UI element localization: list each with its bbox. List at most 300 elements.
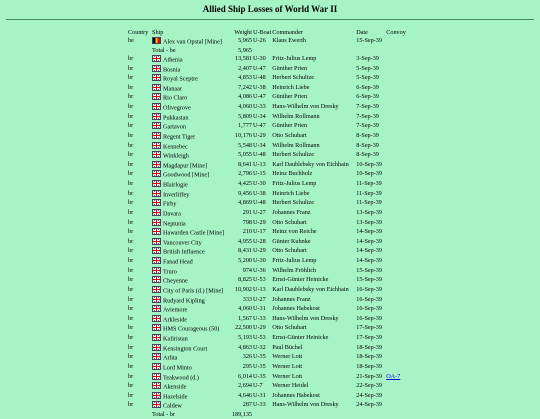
uk-flag-icon xyxy=(152,180,161,187)
convoy-cell xyxy=(386,324,426,334)
weight-text: 974 xyxy=(242,266,252,274)
ship-cell xyxy=(152,238,230,248)
country-cell xyxy=(128,103,152,113)
table-row xyxy=(128,267,426,277)
uk-flag-icon xyxy=(152,199,161,206)
country-text: br xyxy=(128,199,134,207)
country-cell xyxy=(128,161,152,171)
commander-text: Otto Schuhart xyxy=(272,247,307,255)
weight-cell xyxy=(230,37,252,47)
date-cell xyxy=(356,47,386,55)
date-text: 16-Sep-39 xyxy=(356,295,382,303)
date-cell xyxy=(356,315,386,325)
table-row xyxy=(128,334,426,344)
ship-cell xyxy=(152,122,230,132)
uk-flag-icon xyxy=(152,190,161,197)
date-cell xyxy=(356,161,386,171)
commander-text: Werner Lott xyxy=(272,353,303,361)
date-text: 6-Sep-39 xyxy=(356,93,379,101)
country-cell xyxy=(128,296,152,306)
uboat-text: U-17 xyxy=(253,228,266,236)
country-text: br xyxy=(128,247,134,255)
uboat-text: U-13 xyxy=(253,160,266,168)
ship-cell xyxy=(152,219,230,229)
commander-text: Ernst-Günter Heinicke xyxy=(272,276,329,284)
uboat-text: U-33 xyxy=(253,103,266,110)
date-text: 11-Sep-39 xyxy=(356,199,382,207)
commander-text: Günther Prien xyxy=(272,122,308,130)
convoy-cell xyxy=(386,257,426,267)
commander-text: Karl Daublebsky von Eichhain xyxy=(272,285,349,293)
uboat-text: U-33 xyxy=(253,314,266,322)
uboat-cell xyxy=(252,142,271,152)
date-text: 15-Sep-39 xyxy=(356,37,382,45)
commander-cell xyxy=(271,151,356,161)
ship-text: Rio Claro xyxy=(163,94,188,102)
country-text: br xyxy=(128,401,134,409)
date-cell xyxy=(356,74,386,84)
convoy-cell xyxy=(386,363,426,373)
weight-cell xyxy=(230,257,252,267)
uboat-cell xyxy=(252,84,271,94)
date-text: 14-Sep-39 xyxy=(356,247,382,255)
date-cell xyxy=(356,363,386,373)
uboat-cell xyxy=(252,373,271,383)
ship-cell xyxy=(152,142,230,152)
date-cell xyxy=(356,132,386,142)
ship-cell xyxy=(152,315,230,325)
uboat-text: U-27 xyxy=(253,208,266,216)
convoy-cell xyxy=(386,286,426,296)
table-row xyxy=(128,276,426,286)
commander-text: Johannes Habekost xyxy=(272,305,320,313)
header-commander: Commander xyxy=(272,29,303,36)
date-text: 15-Sep-39 xyxy=(356,266,382,274)
weight-text: 22,500 xyxy=(234,324,252,332)
date-text: 18-Sep-39 xyxy=(356,353,382,361)
ship-text: Teakwood (d.) xyxy=(163,374,199,381)
commander-cell xyxy=(271,219,356,229)
convoy-cell xyxy=(386,276,426,286)
weight-text: 291 xyxy=(242,208,252,216)
convoy-cell xyxy=(386,47,426,55)
ship-text: City of Paris (d.) [Mine] xyxy=(163,287,224,295)
country-cell xyxy=(128,113,152,123)
date-text: 14-Sep-39 xyxy=(356,228,382,236)
uboat-cell xyxy=(252,353,271,363)
weight-text: 189,135 xyxy=(231,411,252,418)
ship-cell xyxy=(152,382,230,392)
table-row xyxy=(128,55,426,65)
commander-cell xyxy=(271,37,356,47)
commander-cell xyxy=(271,55,356,65)
date-cell xyxy=(356,305,386,315)
date-text: 5-Sep-39 xyxy=(356,74,379,82)
uboat-text: U-28 xyxy=(253,237,266,245)
uboat-text: U-35 xyxy=(253,362,266,370)
uboat-text: U-29 xyxy=(253,247,266,255)
date-cell xyxy=(356,209,386,219)
date-text: 7-Sep-39 xyxy=(356,112,379,120)
country-cell xyxy=(128,238,152,248)
country-text: br xyxy=(128,160,134,168)
country-cell xyxy=(128,47,152,55)
date-text: 8-Sep-39 xyxy=(356,141,379,149)
ship-cell xyxy=(152,113,230,123)
convoy-link[interactable]: OA-7 xyxy=(386,372,401,380)
country-cell xyxy=(128,228,152,238)
commander-text: Heinrich Liebe xyxy=(272,189,310,197)
uboat-cell xyxy=(252,170,271,180)
date-text: 18-Sep-39 xyxy=(356,362,382,370)
convoy-cell xyxy=(386,142,426,152)
uboat-cell xyxy=(252,401,271,411)
country-text: br xyxy=(128,343,134,351)
uk-flag-icon xyxy=(152,296,161,303)
ship-text: Total - be xyxy=(152,46,176,54)
convoy-cell xyxy=(386,228,426,238)
country-text: br xyxy=(128,353,134,361)
weight-cell xyxy=(230,363,252,373)
uk-flag-icon xyxy=(152,267,161,274)
table-row xyxy=(128,37,426,47)
uboat-cell xyxy=(252,55,271,65)
country-cell xyxy=(128,142,152,152)
uk-flag-icon xyxy=(152,353,161,360)
ship-text: Bosnia xyxy=(163,66,181,73)
table-row xyxy=(128,93,426,103)
date-text: 24-Sep-39 xyxy=(356,401,382,409)
commander-cell xyxy=(271,84,356,94)
ship-cell xyxy=(152,276,230,286)
weight-text: 6,014 xyxy=(238,372,252,380)
country-cell xyxy=(128,344,152,354)
ship-cell xyxy=(152,209,230,219)
uboat-cell xyxy=(252,180,271,190)
date-text: 7-Sep-39 xyxy=(356,122,379,130)
table-row xyxy=(128,122,426,132)
weight-cell xyxy=(230,142,252,152)
ship-cell xyxy=(152,65,230,75)
weight-cell xyxy=(230,65,252,75)
commander-text: Hans-Wilhelm von Dresky xyxy=(272,314,339,322)
weight-text: 10,176 xyxy=(234,131,252,139)
uboat-cell xyxy=(252,276,271,286)
uboat-text: U-30 xyxy=(253,54,266,62)
uk-flag-icon xyxy=(152,247,161,254)
uboat-text: U-35 xyxy=(253,372,266,380)
date-cell xyxy=(356,228,386,238)
weight-cell xyxy=(230,228,252,238)
uboat-text: U-31 xyxy=(253,305,266,313)
commander-cell xyxy=(271,93,356,103)
commander-cell xyxy=(271,65,356,75)
commander-text: Heinz von Reiche xyxy=(272,228,317,236)
ship-text: Olivegrove xyxy=(163,104,191,112)
country-cell xyxy=(128,209,152,219)
ship-cell xyxy=(152,132,230,142)
weight-text: 5,055 xyxy=(238,151,252,159)
ship-text: Cheyenne xyxy=(163,277,188,285)
ship-cell xyxy=(152,199,230,209)
commander-cell xyxy=(271,247,356,257)
weight-cell xyxy=(230,151,252,161)
country-text: br xyxy=(128,391,134,399)
table-row xyxy=(128,113,426,123)
date-text: 21-Sep-39 xyxy=(356,372,382,380)
table-row xyxy=(128,382,426,392)
weight-text: 5,193 xyxy=(238,334,252,341)
ship-cell xyxy=(152,161,230,171)
commander-cell xyxy=(271,228,356,238)
convoy-cell xyxy=(386,315,426,325)
commander-cell xyxy=(271,238,356,248)
ship-cell xyxy=(152,55,230,65)
table-row xyxy=(128,65,426,75)
country-cell xyxy=(128,247,152,257)
commander-text: Johannes Habekost xyxy=(272,391,320,399)
uboat-text: U-47 xyxy=(253,64,266,72)
weight-cell xyxy=(230,219,252,229)
weight-text: 5,809 xyxy=(238,112,252,120)
date-cell xyxy=(356,151,386,161)
table-row xyxy=(128,392,426,402)
convoy-cell xyxy=(386,209,426,219)
commander-text: Otto Schuhart xyxy=(272,324,307,332)
uk-flag-icon xyxy=(152,373,161,380)
ship-cell xyxy=(152,401,230,411)
country-text: br xyxy=(128,54,134,62)
ship-text: Kafiristan xyxy=(163,335,188,343)
date-cell xyxy=(356,257,386,267)
ship-cell xyxy=(152,296,230,306)
commander-cell xyxy=(271,209,356,219)
weight-cell xyxy=(230,238,252,248)
commander-text: Wilhelm Fröhlich xyxy=(272,266,317,274)
country-cell xyxy=(128,276,152,286)
date-text: 10-Sep-39 xyxy=(356,160,382,168)
uboat-cell xyxy=(252,151,271,161)
country-cell xyxy=(128,305,152,315)
commander-cell xyxy=(271,373,356,383)
date-cell xyxy=(356,324,386,334)
ship-text: British Influence xyxy=(163,248,205,256)
uboat-cell xyxy=(252,257,271,267)
uk-flag-icon xyxy=(152,238,161,245)
uboat-cell xyxy=(252,190,271,200)
convoy-cell xyxy=(386,161,426,171)
uboat-cell xyxy=(252,247,271,257)
uboat-text: U-48 xyxy=(253,74,266,82)
date-text: 8-Sep-39 xyxy=(356,131,379,139)
ship-text: Kensington Court xyxy=(163,345,208,353)
uboat-text: U-15 xyxy=(253,170,266,178)
header-date: Date xyxy=(356,29,368,36)
country-cell xyxy=(128,257,152,267)
date-text: 3-Sep-39 xyxy=(356,54,379,62)
ship-text: Blairlogie xyxy=(163,181,188,189)
country-cell xyxy=(128,65,152,75)
date-text: 22-Sep-39 xyxy=(356,382,382,390)
table-row xyxy=(128,142,426,152)
weight-cell xyxy=(230,305,252,315)
table-row xyxy=(128,103,426,113)
date-text: 18-Sep-39 xyxy=(356,343,382,351)
date-cell xyxy=(356,170,386,180)
table-row xyxy=(128,151,426,161)
uboat-cell xyxy=(252,315,271,325)
uboat-cell xyxy=(252,132,271,142)
ship-cell xyxy=(152,363,230,373)
uboat-cell xyxy=(252,334,271,344)
country-cell xyxy=(128,151,152,161)
ship-cell xyxy=(152,228,230,238)
ship-cell xyxy=(152,392,230,402)
date-text: 13-Sep-39 xyxy=(356,208,382,216)
uboat-text: U-36 xyxy=(253,266,266,274)
uboat-cell xyxy=(252,103,271,113)
table-row xyxy=(128,161,426,171)
country-text: br xyxy=(128,112,134,120)
ship-text: HMS Courageous (50) xyxy=(163,325,220,333)
commander-cell xyxy=(271,363,356,373)
commander-text: Günther Prien xyxy=(272,93,308,101)
date-text: 7-Sep-39 xyxy=(356,103,379,110)
convoy-cell xyxy=(386,238,426,248)
weight-cell xyxy=(230,315,252,325)
weight-text: 2,796 xyxy=(238,170,252,178)
commander-cell xyxy=(271,324,356,334)
commander-cell xyxy=(271,305,356,315)
uboat-text: U-27 xyxy=(253,295,266,303)
ship-text: Aviemore xyxy=(163,306,188,314)
weight-text: 287 xyxy=(242,401,252,409)
country-cell xyxy=(128,190,152,200)
convoy-cell xyxy=(386,103,426,113)
weight-text: 1,777 xyxy=(238,122,252,130)
commander-cell xyxy=(271,199,356,209)
ship-text: Goodwood [Mine] xyxy=(163,171,210,179)
table-row xyxy=(128,257,426,267)
country-text: be xyxy=(128,37,134,45)
header-convoy: Convoy xyxy=(386,29,406,36)
date-cell xyxy=(356,373,386,383)
date-cell xyxy=(356,55,386,65)
commander-cell xyxy=(271,411,356,419)
uboat-text: U-34 xyxy=(253,112,266,120)
weight-cell xyxy=(230,180,252,190)
date-cell xyxy=(356,65,386,75)
horizontal-rule xyxy=(6,19,534,20)
uboat-text: U-48 xyxy=(253,199,266,207)
ship-text: Gartavon xyxy=(163,123,187,131)
ship-text: Rudyard Kipling xyxy=(163,297,205,304)
convoy-cell xyxy=(386,219,426,229)
commander-cell xyxy=(271,296,356,306)
country-text: br xyxy=(128,266,134,274)
ship-cell xyxy=(152,267,230,277)
ship-text: Fanad Head xyxy=(163,258,193,266)
date-cell xyxy=(356,103,386,113)
convoy-cell xyxy=(386,190,426,200)
commander-cell xyxy=(271,132,356,142)
commander-text: Hans-Wilhelm von Dresky xyxy=(272,103,339,110)
table-row xyxy=(128,228,426,238)
country-text: br xyxy=(128,170,134,178)
date-text: 15-Sep-39 xyxy=(356,276,382,284)
uboat-cell xyxy=(252,37,271,47)
uk-flag-icon xyxy=(152,324,161,331)
ship-text: Arkleside xyxy=(163,316,188,324)
convoy-cell xyxy=(386,401,426,411)
uboat-cell xyxy=(252,296,271,306)
uboat-text: U-29 xyxy=(253,218,266,226)
country-cell xyxy=(128,219,152,229)
date-cell xyxy=(356,190,386,200)
convoy-cell xyxy=(386,170,426,180)
weight-cell xyxy=(230,401,252,411)
weight-cell xyxy=(230,296,252,306)
country-text: br xyxy=(128,83,134,91)
date-text: 16-Sep-39 xyxy=(356,305,382,313)
weight-cell xyxy=(230,122,252,132)
uboat-cell xyxy=(252,344,271,354)
ship-text: Kennebec xyxy=(163,143,188,150)
weight-cell xyxy=(230,353,252,363)
commander-text: Fritz-Julius Lemp xyxy=(272,54,317,62)
ship-text: Arlita xyxy=(163,354,178,362)
commander-text: Werner Lott xyxy=(272,372,303,380)
convoy-cell xyxy=(386,37,426,47)
commander-text: Fritz-Julius Lemp xyxy=(272,257,317,264)
commander-text: Paul Büchel xyxy=(272,343,303,351)
country-text: br xyxy=(128,103,134,110)
convoy-cell xyxy=(386,65,426,75)
uk-flag-icon xyxy=(152,363,161,370)
date-cell xyxy=(356,267,386,277)
uboat-text: U-30 xyxy=(253,257,266,264)
date-cell xyxy=(356,84,386,94)
table-row xyxy=(128,353,426,363)
uboat-text: U-35 xyxy=(253,353,266,361)
ship-text: Regent Tiger xyxy=(163,133,196,141)
commander-cell xyxy=(271,267,356,277)
weight-text: 4,425 xyxy=(238,180,252,187)
ship-cell xyxy=(152,344,230,354)
country-text: br xyxy=(128,228,134,236)
uboat-text: U-26 xyxy=(253,37,266,45)
date-cell xyxy=(356,199,386,209)
commander-cell xyxy=(271,276,356,286)
country-cell xyxy=(128,401,152,411)
commander-text: Klaus Ewerth xyxy=(272,37,307,45)
convoy-cell xyxy=(386,392,426,402)
country-cell xyxy=(128,267,152,277)
uboat-cell xyxy=(252,209,271,219)
uboat-cell xyxy=(252,47,271,55)
date-text: 14-Sep-39 xyxy=(356,237,382,245)
table-row xyxy=(128,219,426,229)
commander-text: Wilhelm Rollmann xyxy=(272,112,320,120)
convoy-cell xyxy=(386,122,426,132)
country-text: br xyxy=(128,295,134,303)
commander-cell xyxy=(271,334,356,344)
ship-text: Hawarden Castle [Mine] xyxy=(163,229,225,237)
uboat-cell xyxy=(252,65,271,75)
ship-text: Winkleigh xyxy=(163,152,189,160)
ship-cell xyxy=(152,93,230,103)
country-text: br xyxy=(128,276,134,284)
